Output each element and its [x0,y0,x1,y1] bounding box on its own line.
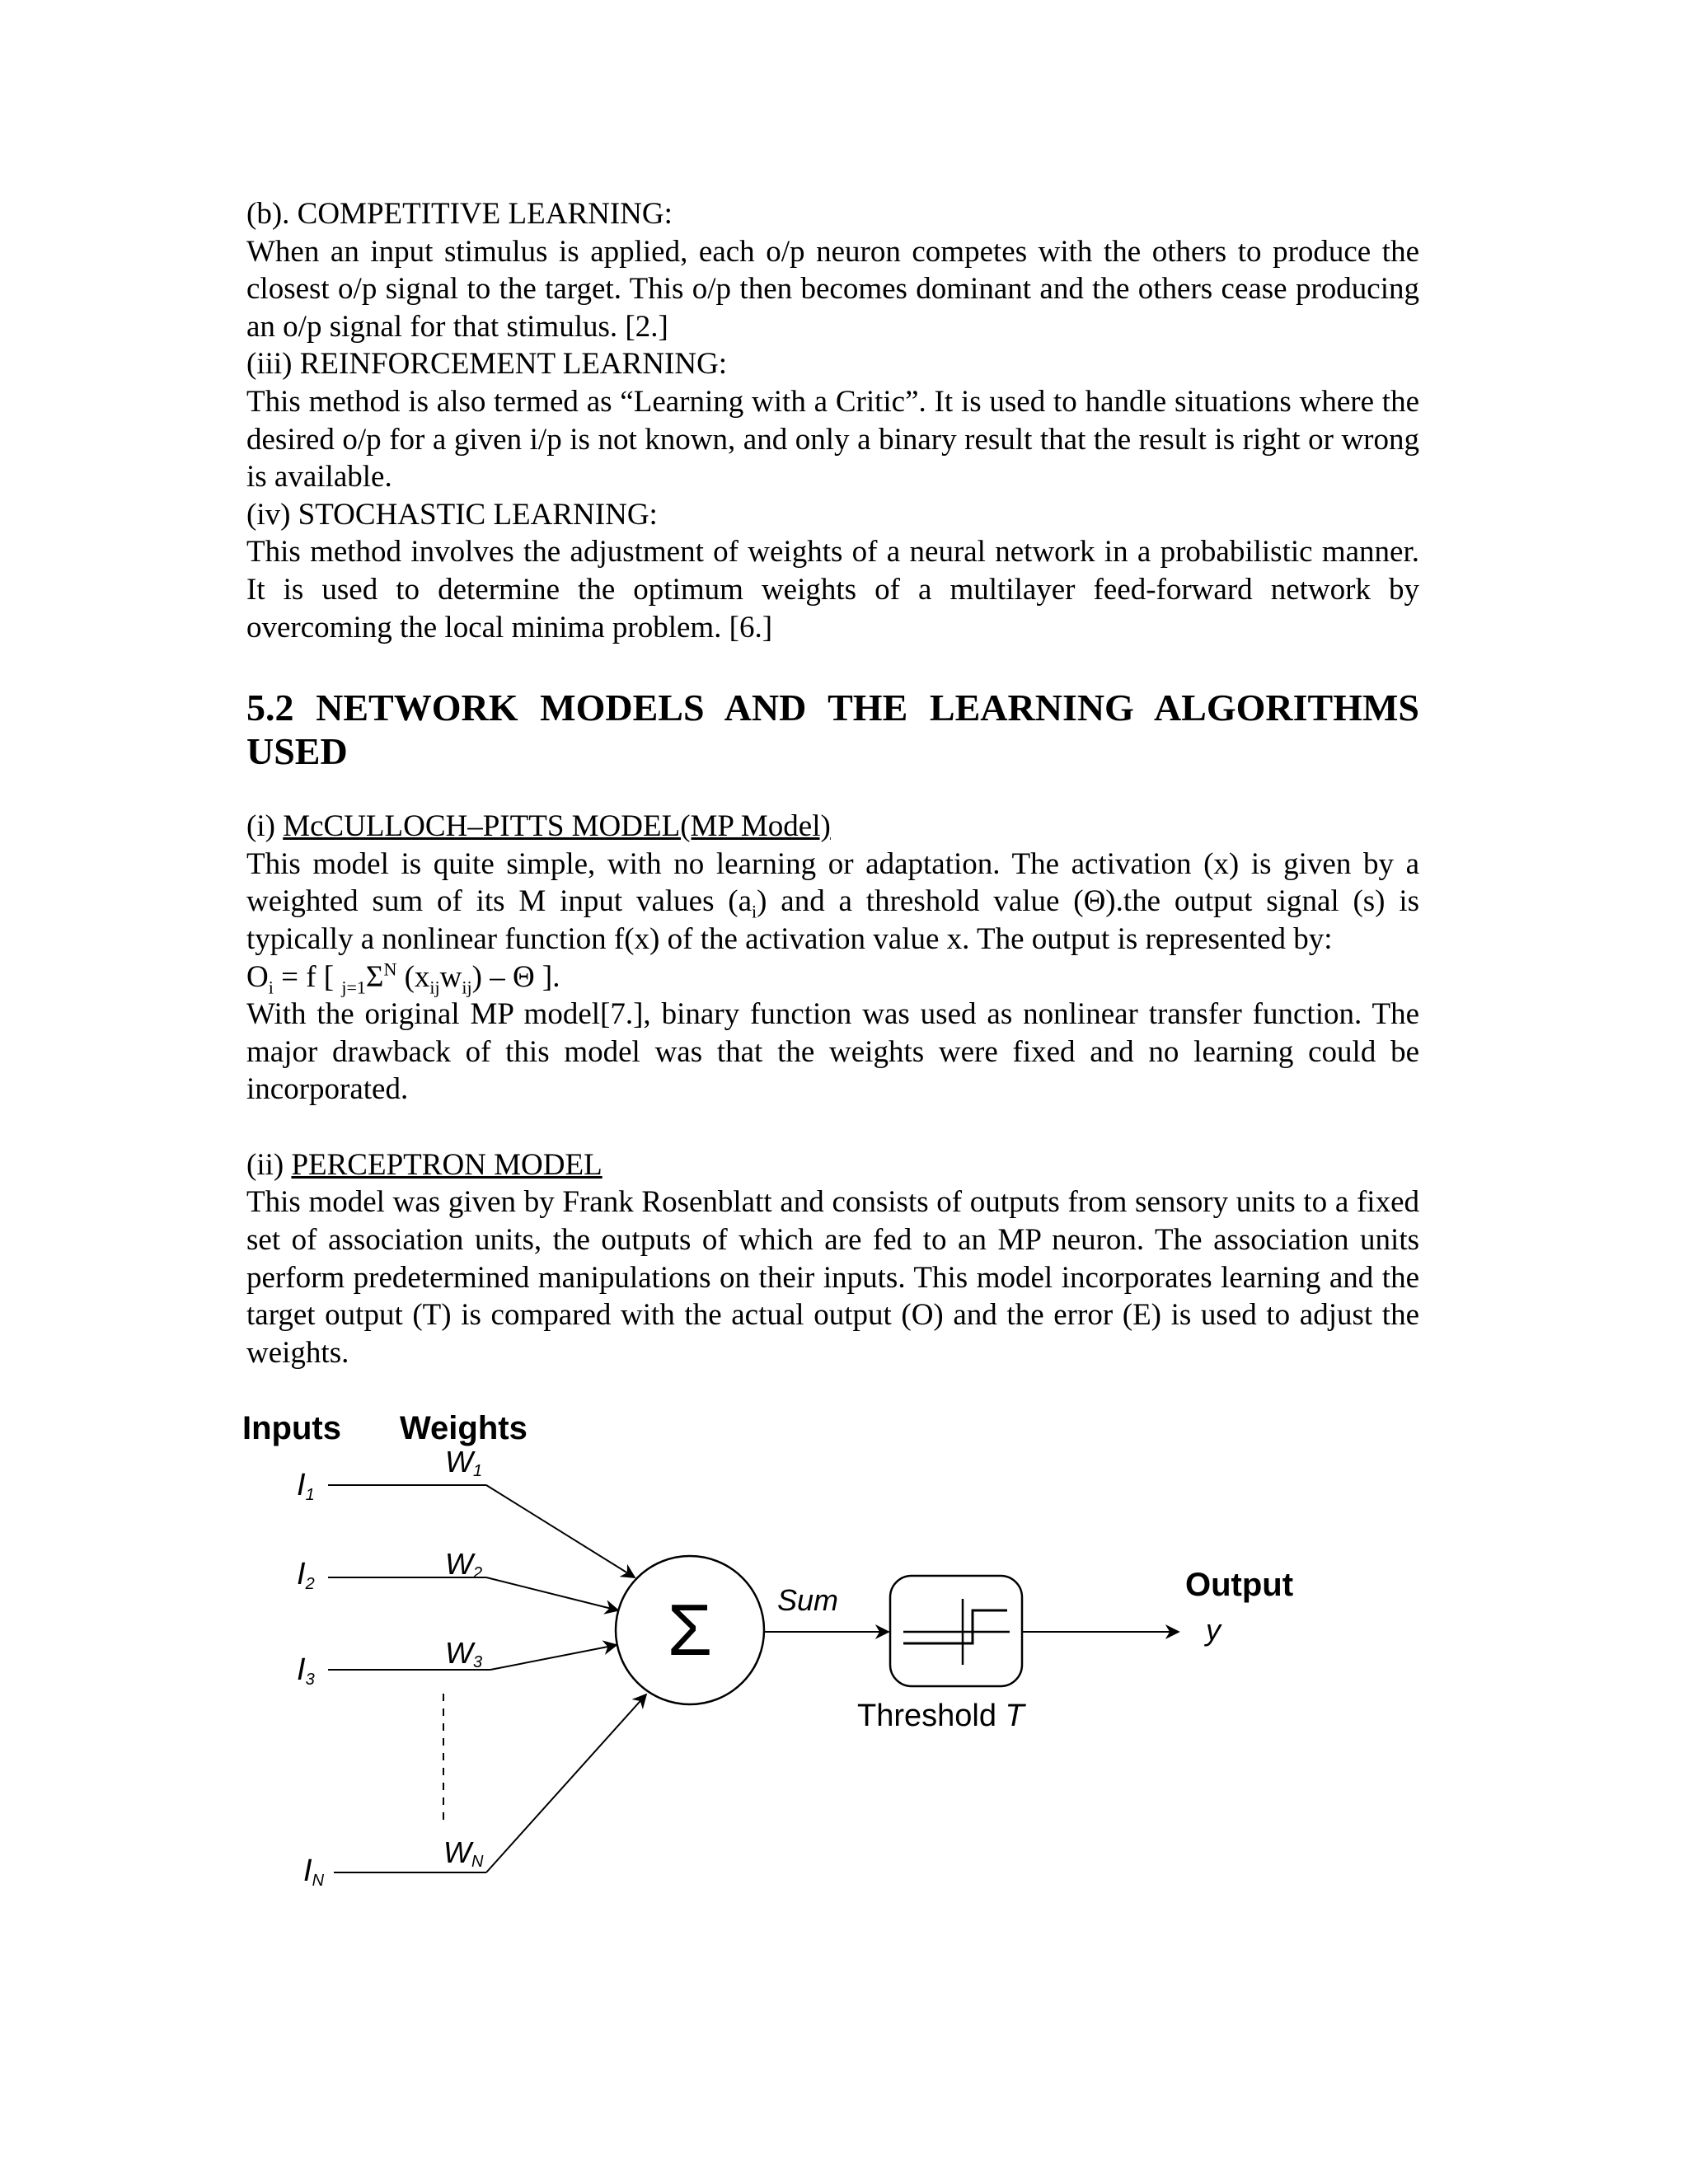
formula-paren: (x [396,959,430,994]
formula-ij-sub-1: ij [429,976,440,997]
weight-label-1: W1 [445,1445,483,1480]
mp-model-body-1-text: This model is quite simple, with no learning or adaptation. The activation (x) is given by a weighted sum of its M input values (a [246,846,1419,919]
perceptron-title: PERCEPTRON MODEL [291,1147,603,1182]
sigma-symbol: Σ [667,1589,713,1671]
threshold-label: Threshold T [857,1699,1025,1733]
mp-model-title: McCULLOCH–PITTS MODEL(MP Model) [283,809,831,844]
input-label-1: I1 [297,1468,315,1504]
competitive-learning-body: When an input stimulus is applied, each o/p neuron competes with the others to produce the closest o/p signal to the target. This o/p then becomes dominant and the others cease producing an o/p signal for that stimulus. [2.] [246,234,1419,344]
weight-arrow-n [486,1694,646,1872]
formula-eq: = f [ [273,959,342,994]
reinforcement-learning-title: (iii) REINFORCEMENT LEARNING: [246,347,728,382]
text-column [246,195,1419,1371]
output-label: Output [1185,1567,1294,1603]
spacer [246,773,1419,808]
inputs-header: Inputs [242,1410,341,1446]
weight-label-2: W2 [445,1547,483,1582]
formula-j-sub: j=1 [341,976,366,997]
mp-model-prefix: (i) [246,809,284,844]
input-label-3: I3 [297,1652,315,1689]
perceptron-diagram [231,1393,1319,1904]
weight-label-n: WN [443,1835,484,1871]
weight-label-3: W3 [445,1636,483,1671]
reinforcement-learning-body: This method is also termed as “Learning with a Critic”. It is used to handle situations where the desired o/p for a given i/p is not known, and only a binary result that the result is right or wrong is available. [246,384,1419,494]
spacer [246,1108,1419,1146]
mp-model-body-2: With the original MP model[7.], binary function was used as nonlinear transfer function. The major drawback of this model was that the weights were fixed and no learning could be incorporated. [246,997,1419,1107]
formula-close: ) – Θ ]. [471,959,560,994]
formula-ij-sub-2: ij [462,976,472,997]
subscript-i: i [752,901,757,922]
mp-model-title-line [246,808,1419,846]
stochastic-learning-body: This method involves the adjustment of weights of a neural network in a probabilistic manner. It is used to determine the optimum weights of a multilayer feed-forward network by overcoming the local minima problem. [6.] [246,535,1419,644]
weights-header: Weights [400,1410,528,1446]
weight-arrow-2 [486,1577,618,1610]
competitive-learning-title: (b). COMPETITIVE LEARNING: [246,197,673,231]
formula-o: O [246,959,269,994]
formula-w: w [439,959,462,994]
weight-arrow-3 [490,1645,617,1670]
perceptron-prefix: (ii) [246,1147,292,1182]
sum-label: Sum [777,1583,839,1617]
output-variable: y [1206,1613,1221,1647]
formula-n-sup: N [383,958,397,980]
mp-model-body-1 [246,846,1419,958]
mp-model-body-1-end: ) and a threshold value (Θ).the output signal (s) is typically a nonlinear function f(x) of the activation value x. The output is represented by: [246,884,1420,956]
input-label-2: I2 [297,1557,315,1593]
section-heading-5-2: 5.2 NETWORK MODELS AND THE LEARNING ALGORITHMS USED [246,687,1419,773]
formula-sigma: Σ [365,959,384,994]
perceptron-body: This model was given by Frank Rosenblatt and consists of outputs from sensory units to a fixed set of association units, the outputs of which are fed to an MP neuron. The association units perform predetermined manipulations on their inputs. This model incorporates learning and the target output (T) is compared with the actual output (O) and the error (E) is used to adjust the weights. [246,1185,1419,1370]
stochastic-learning-title: (iv) STOCHASTIC LEARNING: [246,497,658,532]
formula-o-sub: i [268,976,274,997]
mp-model-formula [246,958,1419,996]
input-label-n: IN [303,1854,325,1890]
weight-arrow-1 [486,1485,635,1577]
perceptron-title-line [246,1146,1419,1184]
spacer [246,646,1419,686]
